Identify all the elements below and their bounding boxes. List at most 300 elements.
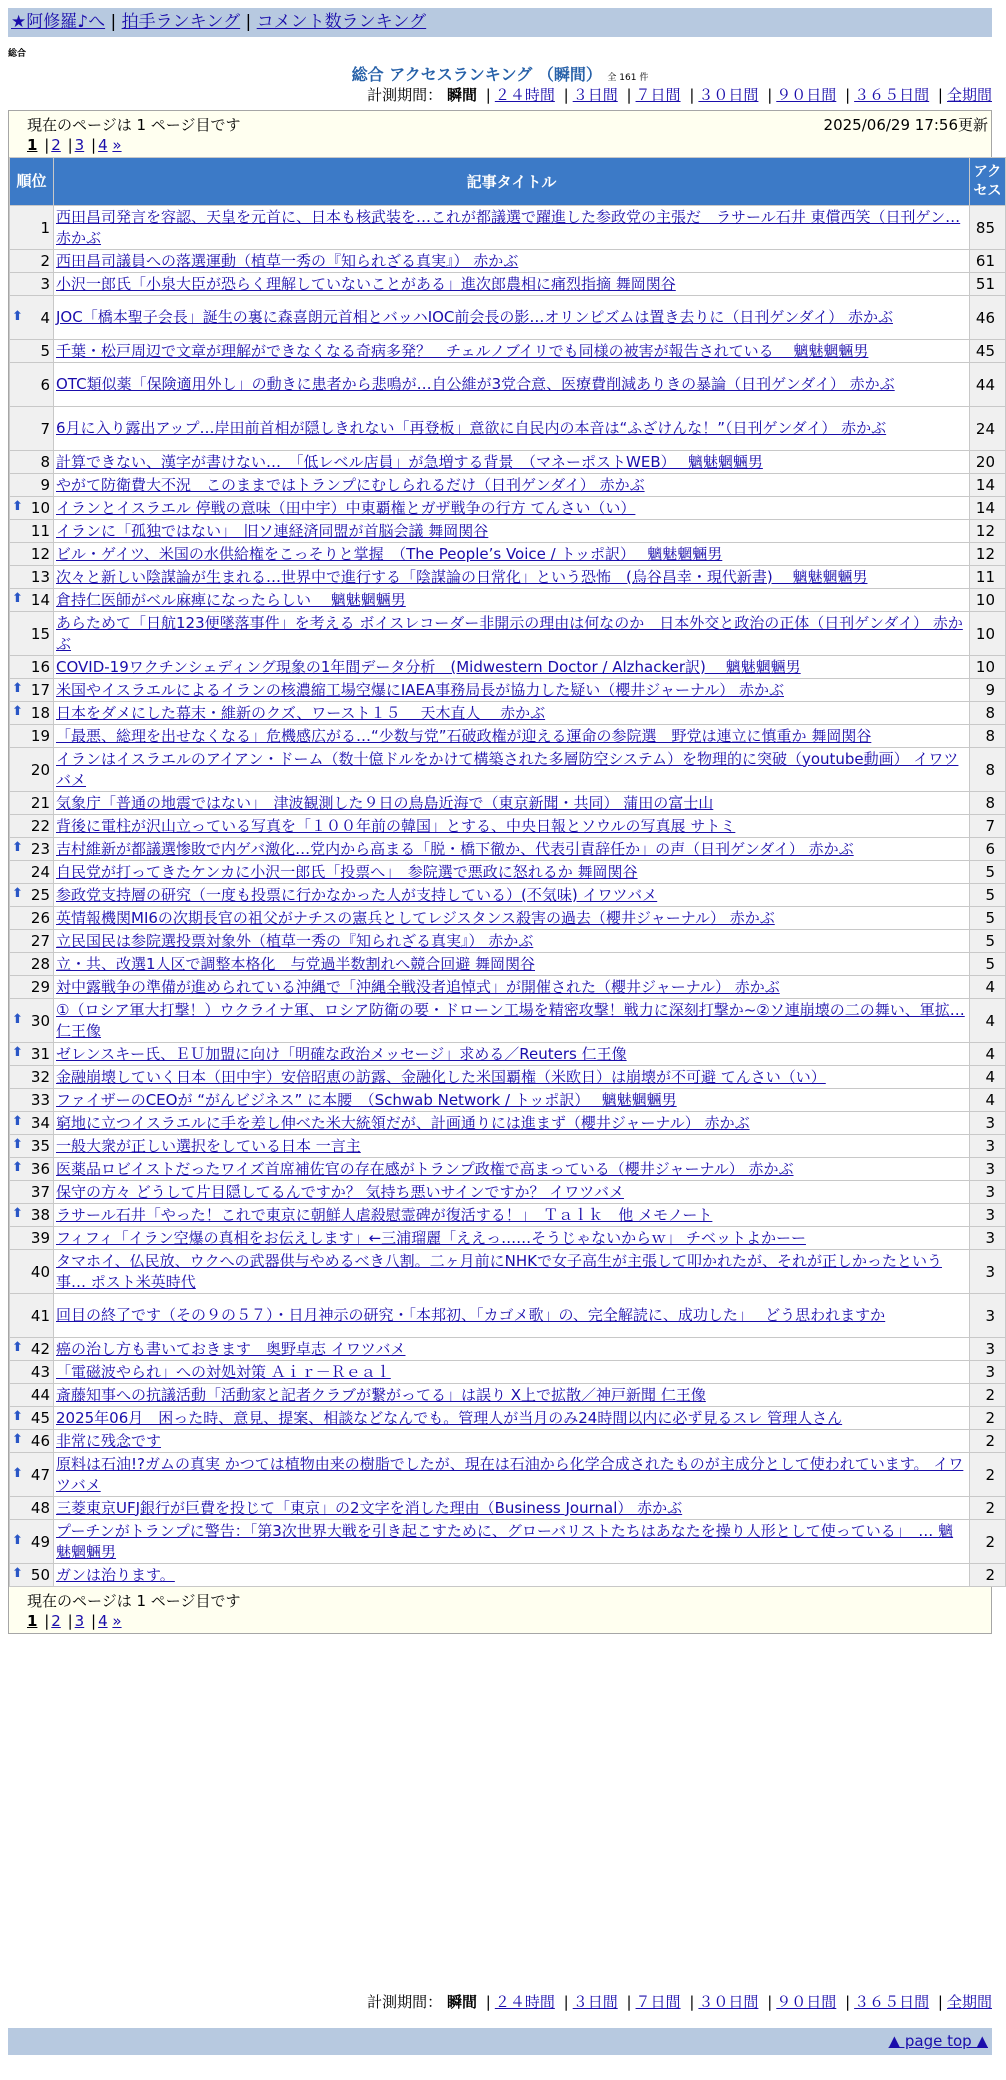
period-all-link[interactable]: 全期間 [946, 1993, 992, 2011]
page-title [8, 62, 992, 85]
table-row [10, 363, 1006, 407]
access-count: 8 [970, 725, 1006, 748]
rank-number: 24 [30, 863, 50, 881]
table-row [10, 250, 1006, 273]
article-link[interactable]: 気象庁「普通の地震ではない」 津波観測した９日の鳥島近海で（東京新聞・共同） 蒲田の富士山 [56, 793, 714, 812]
access-count: 61 [970, 250, 1006, 273]
rank-cell [10, 1227, 54, 1250]
access-count: 24 [970, 407, 1006, 451]
title-cell [54, 884, 970, 907]
title-cell [54, 953, 970, 976]
rank-number: 50 [30, 1566, 50, 1584]
separator: | [689, 86, 695, 104]
access-count: 2 [970, 1430, 1006, 1453]
table-row [10, 930, 1006, 953]
title-cell [54, 838, 970, 861]
article-link[interactable]: 「最悪、総理を出せなくなる」危機感広がる…“少数与党”石破政権が迎える運命の参院選 野党は連立に慎重か 舞岡関谷 [56, 726, 872, 745]
title-cell [54, 1158, 970, 1181]
access-count: 2 [970, 1497, 1006, 1520]
table-row [10, 566, 1006, 589]
rank-cell [10, 999, 54, 1043]
title-cell [54, 340, 970, 363]
arrow-up-icon: ⬆ [12, 499, 23, 514]
table-row [10, 1338, 1006, 1361]
title-text: 総合 アクセスランキング （瞬間） [351, 65, 602, 84]
period-current: 瞬間 [446, 1993, 477, 2011]
rank-number: 8 [40, 453, 50, 471]
table-row [10, 679, 1006, 702]
rank-number: 28 [30, 955, 50, 973]
rank-cell [10, 1204, 54, 1227]
access-count: 4 [970, 1089, 1006, 1112]
access-count: 3 [970, 1361, 1006, 1384]
rank-number: 5 [40, 342, 50, 360]
table-row [10, 497, 1006, 520]
separator: | [67, 136, 73, 154]
title-cell [54, 1112, 970, 1135]
table-row [10, 1497, 1006, 1520]
page-4-link[interactable]: 4 [98, 136, 108, 154]
title-cell [54, 1407, 970, 1430]
page-4-link[interactable]: 4 [98, 1612, 108, 1630]
rank-cell [10, 1407, 54, 1430]
rank-cell [10, 1564, 54, 1587]
article-link[interactable]: 小沢一郎氏「小泉大臣が恐らく理解していないことがある」進次郎農相に痛烈指摘 舞岡関谷 [56, 274, 676, 293]
rank-cell [10, 1135, 54, 1158]
rank-cell [10, 612, 54, 656]
page-current: 1 [27, 1612, 38, 1630]
arrow-up-icon: ⬆ [12, 1137, 23, 1152]
title-cell [54, 206, 970, 250]
title-cell [54, 1066, 970, 1089]
rank-cell [10, 206, 54, 250]
rank-cell [10, 589, 54, 612]
rank-number: 25 [30, 886, 50, 904]
rank-header: 順位 [10, 158, 54, 206]
page-current: 1 [27, 136, 38, 154]
article-link[interactable]: 吉村維新が都議選惨敗で内ゲバ激化…党内から高まる「脱・橋下徹か、代表引責辞任か」の声（日刊ゲンダイ） 赤かぶ [56, 839, 854, 858]
table-row [10, 702, 1006, 725]
rank-cell [10, 1043, 54, 1066]
separator: | [626, 86, 632, 104]
arrow-up-icon: ⬆ [12, 1206, 23, 1221]
updated-timestamp: 2025/06/29 17:56更新 [823, 116, 988, 134]
rank-cell [10, 451, 54, 474]
arrow-up-icon: ⬆ [12, 1566, 23, 1581]
rank-number: 2 [40, 252, 50, 270]
table-row [10, 612, 1006, 656]
total-count: 全 161 件 [607, 73, 649, 83]
article-link[interactable]: イランはイスラエルのアイアン・ドーム（数十億ドルをかけて構築された多層防空システム）を物理的に突破（youtube動画） イワツバメ [56, 749, 959, 789]
rank-number: 44 [30, 1386, 50, 1404]
table-row [10, 520, 1006, 543]
article-link[interactable]: 6月に入り露出アップ…岸田前首相が隠しきれない「再登板」意欲に自民内の本音は“ふざけんな！”（日刊ゲンダイ） 赤かぶ [56, 419, 887, 437]
rank-number: 20 [30, 760, 50, 779]
table-row [10, 1361, 1006, 1384]
rank-number: 34 [30, 1114, 50, 1132]
table-row [10, 725, 1006, 748]
access-count: 3 [970, 1294, 1006, 1338]
period-label: 計測期間： [367, 86, 443, 104]
rank-cell [10, 273, 54, 296]
article-link[interactable]: COVID-19ワクチンシェディング現象の1年間データ分析 (Midwestern Doctor / Alzhacker訳) 魑魅魍魎男 [56, 657, 801, 676]
rank-cell [10, 953, 54, 976]
rank-cell [10, 474, 54, 497]
access-count: 2 [970, 1564, 1006, 1587]
rank-number: 43 [30, 1363, 50, 1381]
separator: | [67, 1612, 73, 1630]
table-row [10, 1407, 1006, 1430]
table-row [10, 1430, 1006, 1453]
next-page-link[interactable]: » [112, 1612, 122, 1630]
table-row [10, 907, 1006, 930]
current-page-text: 現在のページは 1 ページ目です [27, 1592, 241, 1610]
rank-number: 10 [30, 499, 50, 517]
comment-ranking-link[interactable]: コメント数ランキング [256, 12, 427, 32]
period-3d-link[interactable]: ３日間 [572, 1993, 618, 2011]
table-row [10, 1112, 1006, 1135]
period-24h-link[interactable]: ２４時間 [494, 86, 555, 104]
rank-cell [10, 930, 54, 953]
rank-cell [10, 656, 54, 679]
rank-number: 9 [40, 476, 50, 494]
rank-cell [10, 250, 54, 273]
access-count: 3 [970, 1338, 1006, 1361]
rank-number: 40 [30, 1262, 50, 1281]
table-row [10, 474, 1006, 497]
article-link[interactable]: 三菱東京UFJ銀行が巨費を投じて「東京」の2文字を消した理由（Business Journal） 赤かぶ [56, 1498, 683, 1517]
article-link[interactable]: OTC類似薬「保険適用外し」の動きに患者から悲鳴が…自公維が3党合意、医療費削減ありきの暴論（日刊ゲンダイ） 赤かぶ [56, 375, 895, 393]
article-link[interactable]: 自民党が打ってきたケンカに小沢一郎氏「投票へ」 参院選で悪政に怒れるか 舞岡関谷 [56, 862, 638, 881]
access-count: 10 [970, 612, 1006, 656]
rank-cell [10, 1453, 54, 1497]
access-count: 8 [970, 792, 1006, 815]
arrow-up-icon: ⬆ [12, 1160, 23, 1175]
title-cell [54, 1250, 970, 1294]
article-link[interactable]: 一般大衆が正しい選択をしている日本 一言主 [56, 1136, 361, 1155]
separator: | [44, 1612, 50, 1630]
rank-cell [10, 884, 54, 907]
article-link[interactable]: やがて防衛費大不況 このままではトランプにむしられるだけ（日刊ゲンダイ） 赤かぶ [56, 475, 645, 494]
access-count: 10 [970, 656, 1006, 679]
period-selector-bottom [8, 1992, 992, 2012]
asyura-home-link[interactable]: ★阿修羅♪へ [11, 12, 106, 32]
arrow-up-icon: ⬆ [12, 1045, 23, 1060]
article-link[interactable]: 千葉・松戸周辺で文章が理解ができなくなる奇病多発？ チェルノブイリでも同様の被害が報告されている 魑魅魍魎男 [56, 341, 869, 360]
article-link[interactable]: ①（ロシア軍大打撃！）ウクライナ軍、ロシア防衛の要・ドローン工場を精密攻撃！戦力に深刻打撃か~②ソ連崩壊の二の舞い、軍拡… 仁王像 [56, 1000, 965, 1040]
rank-number: 16 [30, 658, 50, 676]
rank-number: 30 [30, 1011, 50, 1030]
title-cell [54, 520, 970, 543]
rank-number: 22 [30, 817, 50, 835]
period-3d-link[interactable]: ３日間 [572, 86, 618, 104]
rank-number: 3 [40, 275, 50, 293]
rank-number: 36 [30, 1160, 50, 1178]
arrow-up-icon: ⬆ [12, 1465, 23, 1481]
access-count: 8 [970, 748, 1006, 792]
period-30d-link[interactable]: ３０日間 [698, 86, 759, 104]
arrow-up-icon: ⬆ [12, 1340, 23, 1355]
table-row [10, 953, 1006, 976]
article-link[interactable]: 斎藤知事への抗議活動「活動家と記者クラブが繋がってる」は誤り X上で拡散／神戸新聞 仁王像 [56, 1385, 706, 1404]
period-90d-link[interactable]: ９０日間 [776, 1993, 837, 2011]
article-link[interactable]: JOC「橋本聖子会長」誕生の裏に森喜朗元首相とバッハIOC前会長の影…オリンピズムは置き去りに（日刊ゲンダイ） 赤かぶ [56, 308, 893, 326]
table-row [10, 296, 1006, 340]
access-count: 9 [970, 679, 1006, 702]
rank-number: 19 [30, 727, 50, 745]
table-row [10, 1384, 1006, 1407]
title-cell [54, 1430, 970, 1453]
period-24h-link[interactable]: ２４時間 [494, 1993, 555, 2011]
article-link[interactable]: ファイザーのCEOが “がんビジネス” に本腰 （Schwab Network / トッポ訳） 魑魅魍魎男 [56, 1090, 677, 1109]
title-cell [54, 543, 970, 566]
rank-cell [10, 296, 54, 340]
ranking-box [8, 110, 1002, 1634]
access-count: 3 [970, 1227, 1006, 1250]
article-link[interactable]: 窮地に立つイスラエルに手を差し伸べた米大統領だが、計画通りには進まず（櫻井ジャーナル） 赤かぶ [56, 1113, 750, 1132]
rank-number: 29 [30, 978, 50, 996]
article-link[interactable]: 非常に残念です [56, 1431, 162, 1450]
arrow-up-icon: ⬆ [12, 886, 23, 901]
arrow-up-icon: ⬆ [12, 681, 23, 696]
arrow-up-icon: ⬆ [12, 1011, 23, 1027]
article-link[interactable]: 西田昌司発言を容認、天皇を元首に、日本も核武装を…これが都議選で躍進した参政党の主張だ ラサール石井 東償西笑（日刊ゲン… 赤かぶ [56, 207, 961, 247]
access-count: 51 [970, 273, 1006, 296]
separator: | [485, 1993, 491, 2011]
rank-number: 4 [40, 308, 50, 327]
article-link[interactable]: 次々と新しい陰謀論が生まれる…世界中で進行する「陰謀論の日常化」という恐怖 (烏谷昌幸・現代新書) 魑魅魍魎男 [56, 567, 868, 586]
article-link[interactable]: イランとイスラエル 停戦の意味（田中宇）中東覇権とガザ戦争の行方 てんさい（い） [56, 498, 636, 517]
table-row [10, 656, 1006, 679]
separator: | [44, 136, 50, 154]
period-all-link[interactable]: 全期間 [946, 86, 992, 104]
rank-number: 39 [30, 1229, 50, 1247]
title-cell [54, 792, 970, 815]
rank-number: 11 [30, 522, 50, 540]
article-link[interactable]: 背後に電柱が沢山立っている写真を「１００年前の韓国」とする、中央日報とソウルの写真展 サトミ [56, 816, 736, 835]
page-2-link[interactable]: 2 [51, 136, 61, 154]
access-count: 3 [970, 1250, 1006, 1294]
table-row [10, 815, 1006, 838]
title-cell [54, 497, 970, 520]
separator: | [767, 1993, 773, 2011]
article-link[interactable]: フィフィ「イラン空爆の真相をお伝えします」←三浦瑠麗「ええっ……そうじゃないからｗ」 チベットよかーー [56, 1228, 806, 1247]
article-link[interactable]: ビル・ゲイツ、米国の水供給権をこっそりと掌握 （The People’s Voice / トッポ訳） 魑魅魍魎男 [56, 544, 723, 563]
rank-number: 13 [30, 568, 50, 586]
period-365d-link[interactable]: ３６５日間 [854, 1993, 930, 2011]
article-link[interactable]: 2025年06月 困った時、意見、提案、相談などなんでも。管理人が当月のみ24時間以内に必ず見るスレ 管理人さん [56, 1408, 843, 1427]
period-label: 計測期間： [367, 1993, 443, 2011]
rank-number: 35 [30, 1137, 50, 1155]
table-row [10, 1181, 1006, 1204]
table-row [10, 206, 1006, 250]
article-link[interactable]: 倉持仁医師がベル麻痺になったらしい 魑魅魍魎男 [56, 590, 406, 609]
title-cell [54, 999, 970, 1043]
top-nav-bar [8, 8, 992, 37]
access-count: 7 [970, 815, 1006, 838]
rank-number: 27 [30, 932, 50, 950]
page-3-link[interactable]: 3 [74, 1612, 85, 1630]
period-selector-top [8, 85, 992, 105]
title-cell [54, 679, 970, 702]
article-link[interactable]: タマホイ、仏民放、ウクへの武器供与やめるべき八割。二ヶ月前にNHKで女子高生が主張して叩かれたが、それが正しかったという事… ポスト米英時代 [56, 1251, 942, 1291]
article-link[interactable]: 立・共、改選1人区で調整本格化 与党過半数割れへ競合回避 舞岡関谷 [56, 954, 536, 973]
access-count: 4 [970, 976, 1006, 999]
article-link[interactable]: 参政党支持層の研究（一度も投票に行かなかった人が支持している）(不気味) イワツバメ [56, 885, 658, 904]
period-365d-link[interactable]: ３６５日間 [854, 86, 930, 104]
rank-cell [10, 1338, 54, 1361]
access-count: 14 [970, 497, 1006, 520]
rank-cell [10, 1430, 54, 1453]
table-row [10, 976, 1006, 999]
access-count: 2 [970, 1520, 1006, 1564]
article-link[interactable]: ガンは治ります。 [56, 1565, 175, 1584]
title-cell [54, 296, 970, 340]
table-row [10, 1250, 1006, 1294]
arrow-up-icon: ⬆ [12, 591, 23, 606]
article-link[interactable]: 日本をダメにした幕末・維新のクズ、ワースト１５ 天木直人 赤かぶ [56, 703, 546, 722]
separator: | [563, 1993, 569, 2011]
table-row [10, 884, 1006, 907]
rank-cell [10, 497, 54, 520]
title-cell [54, 1361, 970, 1384]
table-row [10, 589, 1006, 612]
rank-cell [10, 838, 54, 861]
rank-number: 7 [40, 419, 50, 438]
access-count: 5 [970, 930, 1006, 953]
access-count: 2 [970, 1384, 1006, 1407]
arrow-up-icon: ⬆ [12, 1432, 23, 1447]
rank-number: 33 [30, 1091, 50, 1109]
title-cell [54, 725, 970, 748]
title-cell [54, 407, 970, 451]
access-count: 11 [970, 566, 1006, 589]
page-2-link[interactable]: 2 [51, 1612, 61, 1630]
page-top-link[interactable]: ▲ page top ▲ [888, 2032, 988, 2050]
article-link[interactable]: 原料は石油!?ガムの真実 かつては植物由来の樹脂でしたが、現在は石油から化学合成されたものが主成分として使われています。 イワツバメ [56, 1454, 964, 1494]
access-count: 2 [970, 1453, 1006, 1497]
separator: | [245, 12, 257, 32]
rank-cell [10, 1066, 54, 1089]
separator: | [91, 136, 97, 154]
rank-cell [10, 363, 54, 407]
access-count: 2 [970, 1407, 1006, 1430]
access-count: 3 [970, 1204, 1006, 1227]
rank-number: 21 [30, 794, 50, 812]
title-cell [54, 930, 970, 953]
rank-number: 38 [30, 1206, 50, 1224]
table-row [10, 861, 1006, 884]
rank-cell [10, 907, 54, 930]
arrow-up-icon: ⬆ [12, 840, 23, 855]
title-cell [54, 1520, 970, 1564]
separator: | [626, 1993, 632, 2011]
title-cell [54, 1338, 970, 1361]
title-cell [54, 474, 970, 497]
rank-cell [10, 1112, 54, 1135]
access-count: 12 [970, 543, 1006, 566]
arrow-up-icon: ⬆ [12, 1409, 23, 1424]
access-count: 12 [970, 520, 1006, 543]
access-count: 5 [970, 953, 1006, 976]
article-link[interactable]: 西田昌司議員への落選運動（植草一秀の『知られざる真実』） 赤かぶ [56, 251, 519, 270]
article-link[interactable]: 対中露戦争の準備が進められている沖縄で「沖縄全戦没者追悼式」が開催された（櫻井ジャーナル） 赤かぶ [56, 977, 780, 996]
article-link[interactable]: 金融崩壊していく日本（田中宇）安倍昭恵の訪露、金融化した米国覇権（米欧日）は崩壊が不可避 てんさい（い） [56, 1067, 826, 1086]
table-header-row [10, 158, 1006, 206]
access-count: 4 [970, 999, 1006, 1043]
period-30d-link[interactable]: ３０日間 [698, 1993, 759, 2011]
table-row [10, 273, 1006, 296]
rank-cell [10, 543, 54, 566]
applause-ranking-link[interactable]: 拍手ランキング [121, 12, 241, 32]
access-count: 3 [970, 1135, 1006, 1158]
rank-cell [10, 679, 54, 702]
article-link[interactable]: イランに「孤独ではない」 旧ソ連経済同盟が首脳会議 舞岡関谷 [56, 521, 489, 540]
rank-number: 47 [30, 1465, 50, 1484]
rank-cell [10, 407, 54, 451]
period-90d-link[interactable]: ９０日間 [776, 86, 837, 104]
arrow-up-icon: ⬆ [12, 1532, 23, 1548]
title-cell [54, 1453, 970, 1497]
article-link[interactable]: 米国やイスラエルによるイランの核濃縮工場空爆にIAEA事務局長が協力した疑い（櫻井ジャーナル） 赤かぶ [56, 680, 784, 699]
table-row [10, 1158, 1006, 1181]
access-count: 45 [970, 340, 1006, 363]
article-link[interactable]: 「電磁波やられ」への対処対策 Ａｉｒ－Ｒｅａｌ [56, 1362, 391, 1381]
title-cell [54, 815, 970, 838]
title-cell [54, 656, 970, 679]
access-header: アクセス [970, 158, 1006, 206]
rank-cell [10, 976, 54, 999]
article-link[interactable]: 医薬品ロビイストだったワイズ首席補佐官の存在感がトランプ政権で高まっている（櫻井ジャーナル） 赤かぶ [56, 1159, 794, 1178]
article-link[interactable]: 癌の治し方も書いておきます 奥野卓志 イワツバメ [56, 1339, 406, 1358]
rank-cell [10, 815, 54, 838]
separator: | [689, 1993, 695, 2011]
rank-cell [10, 725, 54, 748]
article-link[interactable]: 回目の終了です（その９の５７）・日月神示の研究・「本邦初、「カゴメ歌」の、完全解読に、成功した」 どう思われますか [56, 1306, 886, 1324]
rank-cell [10, 1294, 54, 1338]
rank-number: 31 [30, 1045, 50, 1063]
table-row [10, 543, 1006, 566]
rank-number: 46 [30, 1432, 50, 1450]
rank-cell [10, 1384, 54, 1407]
access-count: 5 [970, 884, 1006, 907]
rank-cell [10, 1089, 54, 1112]
title-cell [54, 1497, 970, 1520]
current-page-text: 現在のページは 1 ページ目です [27, 116, 241, 134]
article-link[interactable]: 英情報機関MI6の次期長官の祖父がナチスの憲兵としてレジスタンス殺害の過去（櫻井ジャーナル） 赤かぶ [56, 908, 775, 927]
title-cell [54, 1135, 970, 1158]
article-link[interactable]: プーチンがトランプに警告：「第3次世界大戦を引き起こすために、グローバリストたちはあなたを操り人形として使っている」 … 魑魅魍魎男 [56, 1521, 954, 1561]
article-link[interactable]: ゼレンスキー氏、ＥＵ加盟に向け「明確な政治メッセージ」求める／Reuters 仁王像 [56, 1044, 627, 1063]
rank-cell [10, 1497, 54, 1520]
article-link[interactable]: あらためて「日航123便墜落事件」を考える ボイスレコーダー非開示の理由は何なのか 日本外交と政治の正体（日刊ゲンダイ） 赤かぶ [56, 613, 963, 653]
table-row [10, 748, 1006, 792]
article-link[interactable]: 立民国民は参院選投票対象外（植草一秀の『知られざる真実』） 赤かぶ [56, 931, 534, 950]
next-page-link[interactable]: » [112, 136, 122, 154]
bottom-bar [8, 2028, 992, 2055]
article-link[interactable]: ラサール石井「やった！これで東京に朝鮮人虐殺慰霊碑が復活する！」 Ｔａｌｋ 他 メモノート [56, 1205, 713, 1224]
access-count: 10 [970, 589, 1006, 612]
article-link[interactable]: 保守の方々 どうして片目隠してるんですか？ 気持ち悪いサインですか？ イワツバメ [56, 1182, 624, 1201]
separator: | [845, 86, 851, 104]
rank-cell [10, 702, 54, 725]
separator: | [845, 1993, 851, 2011]
period-7d-link[interactable]: ７日間 [635, 86, 681, 104]
period-7d-link[interactable]: ７日間 [635, 1993, 681, 2011]
page-3-link[interactable]: 3 [74, 136, 85, 154]
table-row [10, 1089, 1006, 1112]
article-link[interactable]: 計算できない、漢字が書けない… 「低レベル店員」が急増する背景 （マネーポストWEB） 魑魅魍魎男 [56, 452, 763, 471]
